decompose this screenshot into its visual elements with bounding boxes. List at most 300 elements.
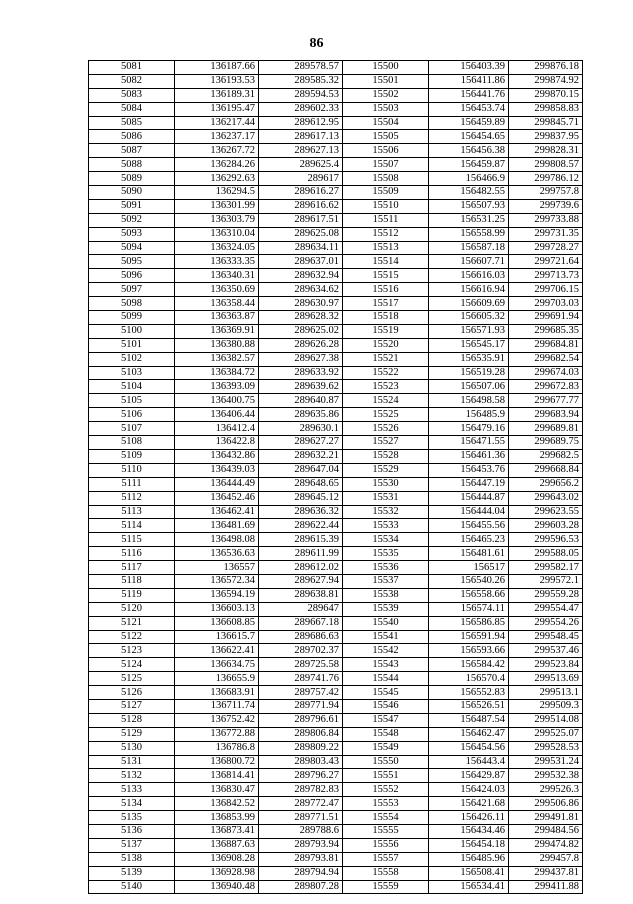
point-number-left-cell: 5139 — [89, 866, 175, 880]
y-coordinate-right-cell: 299682.54 — [509, 352, 583, 366]
y-coordinate-left-cell: 289796.27 — [259, 769, 343, 783]
y-coordinate-left-cell: 289635.86 — [259, 408, 343, 422]
y-coordinate-left-cell: 289796.61 — [259, 713, 343, 727]
x-coordinate-left-cell: 136887.63 — [175, 838, 259, 852]
x-coordinate-right-cell: 156540.26 — [429, 574, 509, 588]
x-coordinate-left-cell: 136683.91 — [175, 686, 259, 700]
y-coordinate-left-cell: 289771.94 — [259, 699, 343, 713]
y-coordinate-right-cell: 299703.03 — [509, 297, 583, 311]
point-number-right-cell: 15558 — [343, 866, 429, 880]
point-number-right-cell: 15555 — [343, 824, 429, 838]
x-coordinate-right-cell: 156456.38 — [429, 144, 509, 158]
y-coordinate-right-cell: 299858.83 — [509, 102, 583, 116]
y-coordinate-right-cell: 299491.81 — [509, 811, 583, 825]
point-number-right-cell: 15535 — [343, 547, 429, 561]
y-coordinate-left-cell: 289617.51 — [259, 213, 343, 227]
y-coordinate-left-cell: 289634.62 — [259, 283, 343, 297]
point-number-right-cell: 15551 — [343, 769, 429, 783]
y-coordinate-right-cell: 299596.53 — [509, 533, 583, 547]
point-number-left-cell: 5131 — [89, 755, 175, 769]
point-number-right-cell: 15516 — [343, 283, 429, 297]
point-number-left-cell: 5125 — [89, 672, 175, 686]
point-number-right-cell: 15559 — [343, 880, 429, 894]
point-number-right-cell: 15527 — [343, 436, 429, 450]
x-coordinate-left-cell: 136853.99 — [175, 811, 259, 825]
point-number-right-cell: 15521 — [343, 352, 429, 366]
point-number-left-cell: 5132 — [89, 769, 175, 783]
point-number-right-cell: 15556 — [343, 838, 429, 852]
point-number-left-cell: 5137 — [89, 838, 175, 852]
x-coordinate-left-cell: 136498.08 — [175, 533, 259, 547]
x-coordinate-right-cell: 156558.66 — [429, 588, 509, 602]
point-number-left-cell: 5094 — [89, 241, 175, 255]
x-coordinate-left-cell: 136908.28 — [175, 852, 259, 866]
y-coordinate-right-cell: 299554.26 — [509, 616, 583, 630]
y-coordinate-right-cell: 299513.69 — [509, 672, 583, 686]
point-number-left-cell: 5117 — [89, 561, 175, 575]
x-coordinate-left-cell: 136301.99 — [175, 199, 259, 213]
x-coordinate-right-cell: 156454.65 — [429, 130, 509, 144]
point-number-right-cell: 15552 — [343, 783, 429, 797]
x-coordinate-left-cell: 136189.31 — [175, 88, 259, 102]
y-coordinate-left-cell: 289667.18 — [259, 616, 343, 630]
point-number-left-cell: 5086 — [89, 130, 175, 144]
point-number-left-cell: 5136 — [89, 824, 175, 838]
point-number-left-cell: 5108 — [89, 436, 175, 450]
x-coordinate-right-cell: 156459.89 — [429, 116, 509, 130]
table-row — [89, 574, 583, 588]
y-coordinate-right-cell: 299691.94 — [509, 311, 583, 325]
point-number-left-cell: 5089 — [89, 172, 175, 186]
y-coordinate-right-cell: 299728.27 — [509, 241, 583, 255]
point-number-left-cell: 5083 — [89, 88, 175, 102]
table-row — [89, 547, 583, 561]
point-number-right-cell: 15528 — [343, 449, 429, 463]
point-number-right-cell: 15523 — [343, 380, 429, 394]
point-number-left-cell: 5096 — [89, 269, 175, 283]
x-coordinate-right-cell: 156455.56 — [429, 519, 509, 533]
point-number-right-cell: 15545 — [343, 686, 429, 700]
y-coordinate-left-cell: 289638.81 — [259, 588, 343, 602]
y-coordinate-left-cell: 289626.28 — [259, 338, 343, 352]
y-coordinate-right-cell: 299643.02 — [509, 491, 583, 505]
table-row — [89, 158, 583, 172]
x-coordinate-left-cell: 136217.44 — [175, 116, 259, 130]
point-number-left-cell: 5085 — [89, 116, 175, 130]
table-row — [89, 338, 583, 352]
x-coordinate-left-cell: 136711.74 — [175, 699, 259, 713]
table-row — [89, 672, 583, 686]
table-row — [89, 297, 583, 311]
point-number-left-cell: 5123 — [89, 644, 175, 658]
y-coordinate-left-cell: 289640.87 — [259, 394, 343, 408]
table-row — [89, 269, 583, 283]
point-number-left-cell: 5097 — [89, 283, 175, 297]
y-coordinate-right-cell: 299484.56 — [509, 824, 583, 838]
point-number-left-cell: 5124 — [89, 658, 175, 672]
x-coordinate-right-cell: 156584.42 — [429, 658, 509, 672]
x-coordinate-right-cell: 156593.66 — [429, 644, 509, 658]
table-row — [89, 519, 583, 533]
x-coordinate-left-cell: 136615.7 — [175, 630, 259, 644]
x-coordinate-right-cell: 156609.69 — [429, 297, 509, 311]
table-row — [89, 88, 583, 102]
y-coordinate-left-cell: 289632.21 — [259, 449, 343, 463]
x-coordinate-right-cell: 156424.03 — [429, 783, 509, 797]
y-coordinate-left-cell: 289794.94 — [259, 866, 343, 880]
x-coordinate-right-cell: 156454.56 — [429, 741, 509, 755]
point-number-right-cell: 15538 — [343, 588, 429, 602]
point-number-right-cell: 15514 — [343, 255, 429, 269]
y-coordinate-right-cell: 299845.71 — [509, 116, 583, 130]
table-row — [89, 380, 583, 394]
point-number-left-cell: 5084 — [89, 102, 175, 116]
x-coordinate-left-cell: 136382.57 — [175, 352, 259, 366]
point-number-right-cell: 15540 — [343, 616, 429, 630]
point-number-left-cell: 5102 — [89, 352, 175, 366]
x-coordinate-right-cell: 156411.86 — [429, 74, 509, 88]
point-number-right-cell: 15513 — [343, 241, 429, 255]
x-coordinate-left-cell: 136237.17 — [175, 130, 259, 144]
y-coordinate-right-cell: 299876.18 — [509, 61, 583, 75]
point-number-right-cell: 15554 — [343, 811, 429, 825]
table-row — [89, 533, 583, 547]
x-coordinate-right-cell: 156444.04 — [429, 505, 509, 519]
table-row — [89, 686, 583, 700]
y-coordinate-left-cell: 289628.32 — [259, 311, 343, 325]
x-coordinate-left-cell: 136380.88 — [175, 338, 259, 352]
y-coordinate-left-cell: 289741.76 — [259, 672, 343, 686]
coordinates-table-body — [89, 61, 583, 894]
point-number-left-cell: 5127 — [89, 699, 175, 713]
y-coordinate-left-cell: 289630.97 — [259, 297, 343, 311]
point-number-right-cell: 15525 — [343, 408, 429, 422]
y-coordinate-left-cell: 289648.65 — [259, 477, 343, 491]
x-coordinate-right-cell: 156519.28 — [429, 366, 509, 380]
x-coordinate-right-cell: 156461.36 — [429, 449, 509, 463]
y-coordinate-left-cell: 289636.32 — [259, 505, 343, 519]
y-coordinate-right-cell: 299525.07 — [509, 727, 583, 741]
table-row — [89, 74, 583, 88]
y-coordinate-right-cell: 299603.28 — [509, 519, 583, 533]
x-coordinate-left-cell: 136393.09 — [175, 380, 259, 394]
point-number-right-cell: 15510 — [343, 199, 429, 213]
table-row — [89, 241, 583, 255]
point-number-right-cell: 15504 — [343, 116, 429, 130]
point-number-left-cell: 5138 — [89, 852, 175, 866]
x-coordinate-left-cell: 136594.19 — [175, 588, 259, 602]
x-coordinate-right-cell: 156517 — [429, 561, 509, 575]
y-coordinate-right-cell: 299437.81 — [509, 866, 583, 880]
table-row — [89, 630, 583, 644]
y-coordinate-left-cell: 289634.11 — [259, 241, 343, 255]
y-coordinate-left-cell: 289647 — [259, 602, 343, 616]
point-number-left-cell: 5100 — [89, 324, 175, 338]
x-coordinate-right-cell: 156616.03 — [429, 269, 509, 283]
x-coordinate-left-cell: 136284.26 — [175, 158, 259, 172]
y-coordinate-right-cell: 299874.92 — [509, 74, 583, 88]
x-coordinate-left-cell: 136444.49 — [175, 477, 259, 491]
point-number-right-cell: 15524 — [343, 394, 429, 408]
x-coordinate-right-cell: 156482.55 — [429, 186, 509, 200]
point-number-right-cell: 15539 — [343, 602, 429, 616]
point-number-right-cell: 15515 — [343, 269, 429, 283]
y-coordinate-left-cell: 289782.83 — [259, 783, 343, 797]
y-coordinate-right-cell: 299514.08 — [509, 713, 583, 727]
x-coordinate-left-cell: 136412.4 — [175, 422, 259, 436]
x-coordinate-left-cell: 136384.72 — [175, 366, 259, 380]
table-row — [89, 880, 583, 894]
y-coordinate-left-cell: 289602.33 — [259, 102, 343, 116]
point-number-right-cell: 15506 — [343, 144, 429, 158]
table-row — [89, 102, 583, 116]
table-row — [89, 755, 583, 769]
table-row — [89, 255, 583, 269]
y-coordinate-right-cell: 299808.57 — [509, 158, 583, 172]
x-coordinate-right-cell: 156487.54 — [429, 713, 509, 727]
point-number-right-cell: 15548 — [343, 727, 429, 741]
x-coordinate-left-cell: 136608.85 — [175, 616, 259, 630]
table-row — [89, 727, 583, 741]
point-number-left-cell: 5114 — [89, 519, 175, 533]
x-coordinate-right-cell: 156616.94 — [429, 283, 509, 297]
table-row — [89, 838, 583, 852]
x-coordinate-left-cell: 136303.79 — [175, 213, 259, 227]
y-coordinate-left-cell: 289616.27 — [259, 186, 343, 200]
x-coordinate-right-cell: 156426.11 — [429, 811, 509, 825]
x-coordinate-right-cell: 156507.06 — [429, 380, 509, 394]
x-coordinate-left-cell: 136350.69 — [175, 283, 259, 297]
y-coordinate-right-cell: 299731.35 — [509, 227, 583, 241]
y-coordinate-right-cell: 299689.75 — [509, 436, 583, 450]
y-coordinate-left-cell: 289686.63 — [259, 630, 343, 644]
point-number-right-cell: 15544 — [343, 672, 429, 686]
point-number-left-cell: 5110 — [89, 463, 175, 477]
x-coordinate-left-cell: 136452.46 — [175, 491, 259, 505]
y-coordinate-right-cell: 299548.45 — [509, 630, 583, 644]
y-coordinate-right-cell: 299509.3 — [509, 699, 583, 713]
x-coordinate-left-cell: 136292.63 — [175, 172, 259, 186]
x-coordinate-left-cell: 136940.48 — [175, 880, 259, 894]
point-number-right-cell: 15533 — [343, 519, 429, 533]
table-row — [89, 505, 583, 519]
point-number-left-cell: 5109 — [89, 449, 175, 463]
x-coordinate-left-cell: 136786.8 — [175, 741, 259, 755]
x-coordinate-right-cell: 156429.87 — [429, 769, 509, 783]
point-number-right-cell: 15511 — [343, 213, 429, 227]
point-number-right-cell: 15517 — [343, 297, 429, 311]
point-number-right-cell: 15505 — [343, 130, 429, 144]
point-number-right-cell: 15541 — [343, 630, 429, 644]
point-number-left-cell: 5082 — [89, 74, 175, 88]
table-row — [89, 61, 583, 75]
y-coordinate-right-cell: 299531.24 — [509, 755, 583, 769]
point-number-left-cell: 5133 — [89, 783, 175, 797]
x-coordinate-left-cell: 136655.9 — [175, 672, 259, 686]
y-coordinate-right-cell: 299870.15 — [509, 88, 583, 102]
y-coordinate-right-cell: 299685.35 — [509, 324, 583, 338]
point-number-right-cell: 15508 — [343, 172, 429, 186]
table-row — [89, 741, 583, 755]
x-coordinate-left-cell: 136481.69 — [175, 519, 259, 533]
point-number-left-cell: 5130 — [89, 741, 175, 755]
point-number-left-cell: 5095 — [89, 255, 175, 269]
x-coordinate-right-cell: 156498.58 — [429, 394, 509, 408]
x-coordinate-left-cell: 136432.86 — [175, 449, 259, 463]
y-coordinate-left-cell: 289627.94 — [259, 574, 343, 588]
table-row — [89, 713, 583, 727]
y-coordinate-right-cell: 299582.17 — [509, 561, 583, 575]
x-coordinate-left-cell: 136439.03 — [175, 463, 259, 477]
x-coordinate-left-cell: 136873.41 — [175, 824, 259, 838]
y-coordinate-left-cell: 289637.01 — [259, 255, 343, 269]
x-coordinate-right-cell: 156447.19 — [429, 477, 509, 491]
point-number-right-cell: 15546 — [343, 699, 429, 713]
x-coordinate-left-cell: 136195.47 — [175, 102, 259, 116]
x-coordinate-left-cell: 136928.98 — [175, 866, 259, 880]
y-coordinate-right-cell: 299559.28 — [509, 588, 583, 602]
table-row — [89, 561, 583, 575]
point-number-left-cell: 5121 — [89, 616, 175, 630]
point-number-right-cell: 15503 — [343, 102, 429, 116]
point-number-right-cell: 15536 — [343, 561, 429, 575]
point-number-right-cell: 15529 — [343, 463, 429, 477]
x-coordinate-left-cell: 136557 — [175, 561, 259, 575]
point-number-left-cell: 5128 — [89, 713, 175, 727]
y-coordinate-right-cell: 299532.38 — [509, 769, 583, 783]
x-coordinate-right-cell: 156421.68 — [429, 797, 509, 811]
x-coordinate-right-cell: 156545.17 — [429, 338, 509, 352]
y-coordinate-left-cell: 289617.13 — [259, 130, 343, 144]
table-row — [89, 130, 583, 144]
table-row — [89, 144, 583, 158]
table-row — [89, 366, 583, 380]
table-row — [89, 644, 583, 658]
point-number-right-cell: 15518 — [343, 311, 429, 325]
y-coordinate-left-cell: 289611.99 — [259, 547, 343, 561]
x-coordinate-left-cell: 136800.72 — [175, 755, 259, 769]
point-number-left-cell: 5105 — [89, 394, 175, 408]
point-number-left-cell: 5106 — [89, 408, 175, 422]
point-number-right-cell: 15522 — [343, 366, 429, 380]
y-coordinate-left-cell: 289625.02 — [259, 324, 343, 338]
x-coordinate-left-cell: 136772.88 — [175, 727, 259, 741]
point-number-right-cell: 15543 — [343, 658, 429, 672]
table-row — [89, 852, 583, 866]
x-coordinate-right-cell: 156508.41 — [429, 866, 509, 880]
point-number-right-cell: 15547 — [343, 713, 429, 727]
x-coordinate-left-cell: 136324.05 — [175, 241, 259, 255]
y-coordinate-left-cell: 289627.13 — [259, 144, 343, 158]
y-coordinate-right-cell: 299837.95 — [509, 130, 583, 144]
x-coordinate-left-cell: 136422.8 — [175, 436, 259, 450]
y-coordinate-right-cell: 299786.12 — [509, 172, 583, 186]
x-coordinate-right-cell: 156607.71 — [429, 255, 509, 269]
point-number-right-cell: 15520 — [343, 338, 429, 352]
table-row — [89, 658, 583, 672]
y-coordinate-right-cell: 299682.5 — [509, 449, 583, 463]
x-coordinate-left-cell: 136752.42 — [175, 713, 259, 727]
point-number-left-cell: 5126 — [89, 686, 175, 700]
x-coordinate-right-cell: 156605.32 — [429, 311, 509, 325]
table-row — [89, 811, 583, 825]
x-coordinate-right-cell: 156459.87 — [429, 158, 509, 172]
page-number: 86 — [309, 36, 324, 51]
y-coordinate-left-cell: 289578.57 — [259, 61, 343, 75]
table-row — [89, 311, 583, 325]
table-row — [89, 283, 583, 297]
table-row — [89, 408, 583, 422]
x-coordinate-left-cell: 136814.41 — [175, 769, 259, 783]
point-number-left-cell: 5088 — [89, 158, 175, 172]
x-coordinate-right-cell: 156462.47 — [429, 727, 509, 741]
x-coordinate-right-cell: 156534.41 — [429, 880, 509, 894]
x-coordinate-right-cell: 156570.4 — [429, 672, 509, 686]
point-number-right-cell: 15537 — [343, 574, 429, 588]
y-coordinate-left-cell: 289632.94 — [259, 269, 343, 283]
point-number-right-cell: 15512 — [343, 227, 429, 241]
y-coordinate-right-cell: 299684.81 — [509, 338, 583, 352]
point-number-left-cell: 5087 — [89, 144, 175, 158]
x-coordinate-left-cell: 136333.35 — [175, 255, 259, 269]
y-coordinate-left-cell: 289647.04 — [259, 463, 343, 477]
y-coordinate-left-cell: 289645.12 — [259, 491, 343, 505]
y-coordinate-right-cell: 299572.1 — [509, 574, 583, 588]
x-coordinate-right-cell: 156481.61 — [429, 547, 509, 561]
point-number-left-cell: 5135 — [89, 811, 175, 825]
x-coordinate-left-cell: 136193.53 — [175, 74, 259, 88]
table-row — [89, 172, 583, 186]
y-coordinate-left-cell: 289807.28 — [259, 880, 343, 894]
x-coordinate-right-cell: 156403.39 — [429, 61, 509, 75]
y-coordinate-left-cell: 289612.02 — [259, 561, 343, 575]
y-coordinate-right-cell: 299513.1 — [509, 686, 583, 700]
y-coordinate-right-cell: 299474.82 — [509, 838, 583, 852]
x-coordinate-right-cell: 156558.99 — [429, 227, 509, 241]
x-coordinate-left-cell: 136358.44 — [175, 297, 259, 311]
table-row — [89, 699, 583, 713]
point-number-left-cell: 5119 — [89, 588, 175, 602]
x-coordinate-left-cell: 136406.44 — [175, 408, 259, 422]
y-coordinate-right-cell: 299588.05 — [509, 547, 583, 561]
y-coordinate-left-cell: 289625.4 — [259, 158, 343, 172]
point-number-right-cell: 15534 — [343, 533, 429, 547]
x-coordinate-right-cell: 156454.18 — [429, 838, 509, 852]
x-coordinate-right-cell: 156479.16 — [429, 422, 509, 436]
y-coordinate-right-cell: 299411.88 — [509, 880, 583, 894]
y-coordinate-right-cell: 299506.86 — [509, 797, 583, 811]
point-number-right-cell: 15532 — [343, 505, 429, 519]
table-row — [89, 213, 583, 227]
x-coordinate-left-cell: 136400.75 — [175, 394, 259, 408]
point-number-left-cell: 5104 — [89, 380, 175, 394]
x-coordinate-left-cell: 136369.91 — [175, 324, 259, 338]
point-number-left-cell: 5140 — [89, 880, 175, 894]
y-coordinate-right-cell: 299554.47 — [509, 602, 583, 616]
point-number-left-cell: 5093 — [89, 227, 175, 241]
table-row — [89, 491, 583, 505]
y-coordinate-left-cell: 289585.32 — [259, 74, 343, 88]
x-coordinate-left-cell: 136536.63 — [175, 547, 259, 561]
table-row — [89, 616, 583, 630]
point-number-left-cell: 5118 — [89, 574, 175, 588]
x-coordinate-left-cell: 136294.5 — [175, 186, 259, 200]
x-coordinate-right-cell: 156591.94 — [429, 630, 509, 644]
y-coordinate-right-cell: 299757.8 — [509, 186, 583, 200]
x-coordinate-right-cell: 156443.4 — [429, 755, 509, 769]
point-number-right-cell: 15530 — [343, 477, 429, 491]
x-coordinate-right-cell: 156453.76 — [429, 463, 509, 477]
